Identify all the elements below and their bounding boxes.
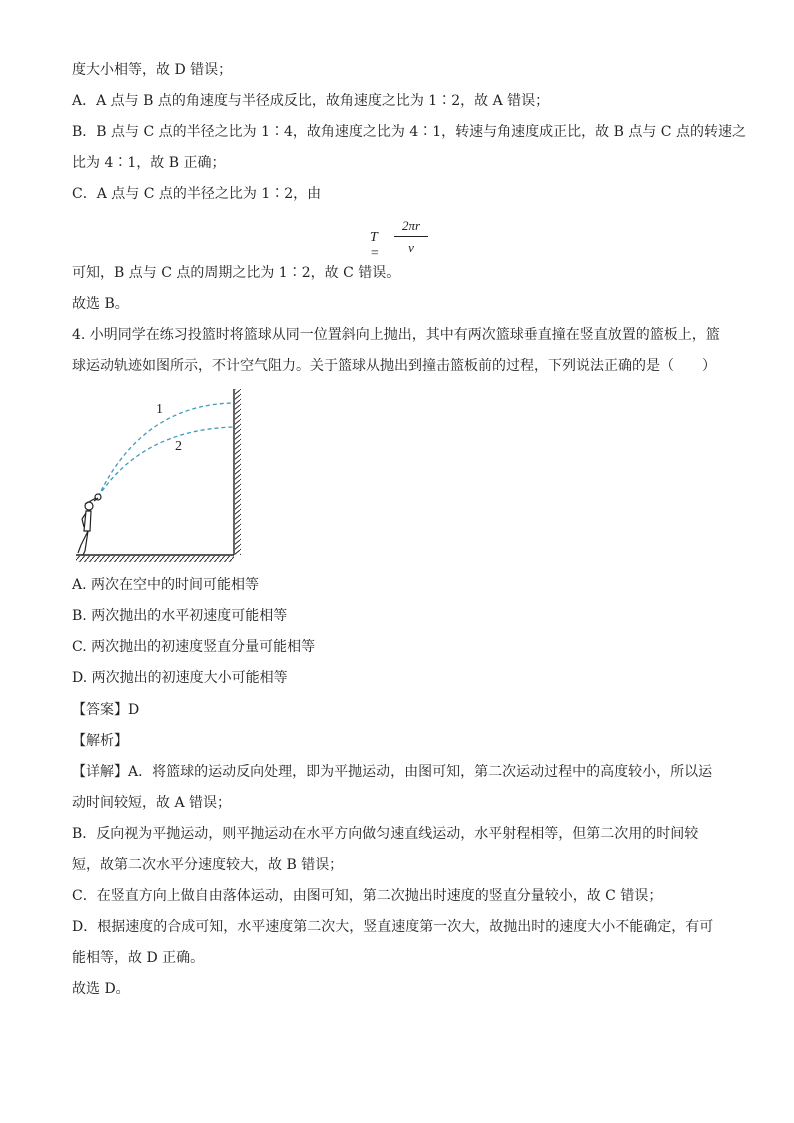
trajectory-diagram [72, 385, 252, 565]
solution-text-block [72, 60, 746, 215]
wall-hatch [235, 389, 241, 555]
analysis-line: 故选 D。 [72, 981, 130, 997]
analysis-line: C．在竖直方向上做自由落体运动，由图可知，第二次抛出时速度的竖直分量较小，故 C 错误； [72, 888, 663, 904]
analysis-line: 短，故第二次水平分速度较大，故 B 错误； [72, 857, 344, 873]
trajectory-2 [98, 427, 233, 497]
text-line: 故选 B。 [72, 296, 129, 312]
trajectory-label-2: 2 [175, 439, 182, 454]
formula-denominator: v [408, 240, 414, 255]
options-list [72, 575, 732, 699]
trajectory-label-1: 1 [156, 402, 163, 417]
analysis-line: B．反向视为平抛运动，则平抛运动在水平方向做匀速直线运动，水平射程相等，但第二次用的时间较 [72, 826, 699, 842]
analysis-line: D．根据速度的合成可知，水平速度第二次大，竖直速度第一次大，故抛出时的速度大小不能确定，有可 [72, 919, 714, 935]
answer-line [72, 700, 732, 720]
formula-numerator: 2πr [401, 218, 421, 233]
trajectory-1 [98, 403, 233, 497]
after-formula-block [72, 263, 732, 325]
analysis-tag: 【解析】 [72, 733, 128, 749]
option-d: D. 两次抛出的初速度大小可能相等 [72, 670, 288, 686]
text-line: A．A 点与 B 点的角速度与半径成反比，故角速度之比为 1∶2，故 A 错误； [72, 93, 550, 109]
option-a: A. 两次在空中的时间可能相等 [72, 577, 260, 593]
option-b: B. 两次抛出的水平初速度可能相等 [72, 608, 288, 624]
question-block [72, 325, 732, 387]
analysis-line: 动时间较短，故 A 错误； [72, 795, 232, 811]
fraction-bar [394, 236, 428, 237]
text-line: 度大小相等，故 D 错误； [72, 62, 233, 78]
trajectory-figure [72, 385, 252, 569]
formula-fraction [394, 218, 428, 256]
analysis-line: 【详解】A．将篮球的运动反向处理，即为平抛运动，由图可知，第二次运动过程中的高度较小，所以运 [72, 764, 713, 780]
text-line: B．B 点与 C 点的半径之比为 1∶4，故角速度之比为 4∶1，转速与角速度成正比，故 B 点与 C 点的转速之 [72, 124, 746, 140]
answer-value: D [128, 702, 140, 718]
analysis-line: 能相等，故 D 正确。 [72, 950, 205, 966]
option-c: C. 两次抛出的初速度竖直分量可能相等 [72, 639, 316, 655]
question-line-1: 4. 小明同学在练习投篮时将篮球从同一位置斜向上抛出，其中有两次篮球垂直撞在竖直放置的篮板上，篮 [72, 327, 720, 343]
answer-analysis-block [72, 700, 732, 1010]
text-line: C．A 点与 C 点的半径之比为 1∶2，由 [72, 186, 322, 202]
player-icon [78, 494, 101, 555]
formula-lhs: T = [370, 230, 380, 261]
answer-tag: 【答案】 [72, 702, 128, 718]
ground-hatch [76, 556, 234, 562]
question-line-2: 球运动轨迹如图所示，不计空气阻力。关于篮球从抛出到撞击篮板前的过程，下列说法正确的是（ ） [72, 358, 716, 374]
text-line: 比为 4∶1，故 B 正确； [72, 155, 226, 171]
text-line: 可知，B 点与 C 点的周期之比为 1∶2，故 C 错误。 [72, 265, 401, 281]
